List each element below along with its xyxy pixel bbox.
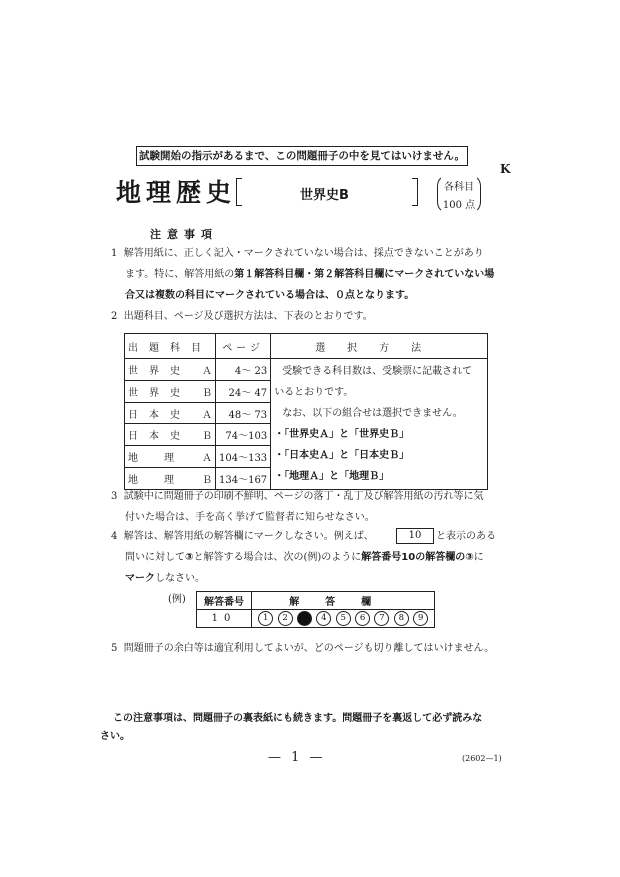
method-cell xyxy=(271,359,488,490)
item-2-number: 2 xyxy=(111,311,118,322)
item-1-line-2 xyxy=(125,268,494,281)
answer-bubble-3-filled[interactable]: 3 xyxy=(297,611,312,626)
item-5-line-1 xyxy=(111,642,494,655)
header-method: 選択方法 xyxy=(271,334,488,359)
booklet-code: (2602—1) xyxy=(462,754,502,763)
score-note-bottom: 100 点 xyxy=(442,200,476,211)
subject-bracket-right xyxy=(412,178,418,206)
item-5-number: 5 xyxy=(111,643,118,654)
circled-3-icon: ③ xyxy=(465,552,474,563)
notice-box xyxy=(136,146,468,166)
table-row xyxy=(125,359,488,381)
item-3-line-1 xyxy=(111,490,484,503)
subject-table-header xyxy=(125,334,488,359)
item-1-bold-2: 第１解答科目欄・第２解答科目欄にマークされていない場 xyxy=(234,269,495,280)
item-1-text-1: 解答用紙に、正しく記入・マークされていない場合は、採点できないことがあり xyxy=(123,248,484,259)
answer-bubble-5[interactable]: 5 xyxy=(336,611,351,626)
item-4-bold-2: 解答番号10の解答欄の xyxy=(361,552,466,563)
item-4-text-2c: に xyxy=(473,552,484,563)
item-4-line-2 xyxy=(125,551,484,564)
answer-bubble-2[interactable]: 2 xyxy=(278,611,293,626)
example-answer-table xyxy=(196,591,435,628)
pages-cell: 104～133 xyxy=(216,446,271,468)
subject-name-cell: 地理 xyxy=(128,475,200,487)
item-2-text: 出題科目、ページ及び選択方法は、下表のとおりです。 xyxy=(123,311,373,322)
item-1-line-1 xyxy=(111,247,484,260)
subject-bracket-left xyxy=(236,178,242,206)
item-4-number: 4 xyxy=(111,531,118,542)
pages-cell: 24～ 47 xyxy=(216,380,271,402)
example-row-number: 10 xyxy=(197,610,252,628)
answer-bubble-4[interactable]: 4 xyxy=(316,611,331,626)
footer-note-line-2: さい。 xyxy=(100,731,130,742)
item-1-text-2: ます。特に、解答用紙の xyxy=(125,269,235,280)
version-mark: K xyxy=(500,162,511,176)
item-4-bold-3: マーク xyxy=(125,573,155,584)
score-note xyxy=(437,174,481,214)
item-4-line-1 xyxy=(111,530,374,543)
method-line: ・「日本史Ａ」と「日本史Ｂ」 xyxy=(274,450,410,461)
answer-number-box: 10 xyxy=(396,528,434,544)
subject-letter: Ｂ xyxy=(202,475,212,487)
method-line: ・「地理Ａ」と「地理Ｂ」 xyxy=(274,471,390,482)
item-3-line-2: 付いた場合は、手を高く挙げて監督者に知らせなさい。 xyxy=(125,512,375,523)
answer-bubble-6[interactable]: 6 xyxy=(355,611,370,626)
item-3-number: 3 xyxy=(111,491,118,502)
subject-cell xyxy=(125,424,216,446)
item-4-line-3 xyxy=(125,572,205,585)
subject-cell xyxy=(125,402,216,424)
pages-cell: 134～167 xyxy=(216,468,271,490)
method-line: いるとおりです。 xyxy=(274,387,354,398)
item-4-text-1b: と表示のある xyxy=(436,531,496,542)
subject-cell xyxy=(125,359,216,381)
subject-name-cell: 日本史 xyxy=(128,409,191,421)
subject-letter: Ｂ xyxy=(202,431,212,443)
item-4-text-2b: と解答する場合は、次の(例)のように xyxy=(193,552,362,563)
method-line: なお、以下の組合せは選択できません。 xyxy=(282,408,463,419)
example-bubbles xyxy=(252,610,435,628)
method-line: ・「世界史Ａ」と「世界史Ｂ」 xyxy=(274,429,410,440)
score-note-top: 各科目 xyxy=(444,182,474,193)
subject-name: 世界史B xyxy=(300,188,349,203)
footer-note-line-1: この注意事項は、問題冊子の裏表紙にも続きます。問題冊子を裏返して必ず読みな xyxy=(113,713,483,724)
item-2-line-1 xyxy=(111,310,373,323)
item-3-text-1: 試験中に問題冊子の印刷不鮮明、ページの落丁・乱丁及び解答用紙の汚れ等に気 xyxy=(123,491,484,502)
answer-bubble-9[interactable]: 9 xyxy=(413,611,428,626)
subject-letter: Ｂ xyxy=(202,387,212,399)
subject-name-cell: 日本史 xyxy=(128,431,191,443)
item-4-text-3: しなさい。 xyxy=(155,573,205,584)
exam-title: 地理歴史 xyxy=(116,178,237,207)
subject-letter: Ａ xyxy=(202,365,212,377)
answer-bubble-1[interactable]: 1 xyxy=(258,611,273,626)
example-answer-row xyxy=(197,610,435,628)
example-header-column: 解答欄 xyxy=(252,592,435,610)
pages-cell: 4～ 23 xyxy=(216,359,271,381)
pages-cell: 48～ 73 xyxy=(216,402,271,424)
subject-table xyxy=(124,333,488,490)
item-1-number: 1 xyxy=(111,248,118,259)
page-number: — 1 — xyxy=(268,750,326,765)
notes-heading: 注意事項 xyxy=(150,228,218,241)
subject-name-cell: 世界史 xyxy=(128,365,191,377)
item-4-text-2a: 問いに対して xyxy=(125,552,185,563)
item-4-text-1a: 解答は、解答用紙の解答欄にマークしなさい。例えば、 xyxy=(123,531,374,542)
subject-name-cell: 地理 xyxy=(128,453,200,465)
subject-letter: Ａ xyxy=(202,453,212,465)
method-line: 受験できる科目数は、受験票に記載されて xyxy=(282,366,473,377)
answer-bubble-7[interactable]: 7 xyxy=(374,611,389,626)
pages-cell: 74～103 xyxy=(216,424,271,446)
answer-bubble-8[interactable]: 8 xyxy=(394,611,409,626)
header-subject: 出題科目 xyxy=(125,334,216,359)
example-header-number: 解答番号 xyxy=(197,592,252,610)
notice-text: 試験開始の指示があるまで、この問題冊子の中を見てはいけません。 xyxy=(139,150,465,162)
circled-3-icon: ③ xyxy=(185,552,194,563)
subject-name-cell: 世界史 xyxy=(128,387,191,399)
subject-cell xyxy=(125,468,216,490)
item-5-text: 問題冊子の余白等は適宜利用してよいが、どのページも切り離してはいけません。 xyxy=(123,643,495,654)
item-1-line-3: 合又は複数の科目にマークされている場合は、０点となります。 xyxy=(125,290,415,301)
example-label: (例) xyxy=(168,594,186,605)
header-pages: ページ xyxy=(216,334,271,359)
subject-cell xyxy=(125,380,216,402)
example-header-row xyxy=(197,592,435,610)
subject-cell xyxy=(125,446,216,468)
subject-letter: Ａ xyxy=(202,409,212,421)
